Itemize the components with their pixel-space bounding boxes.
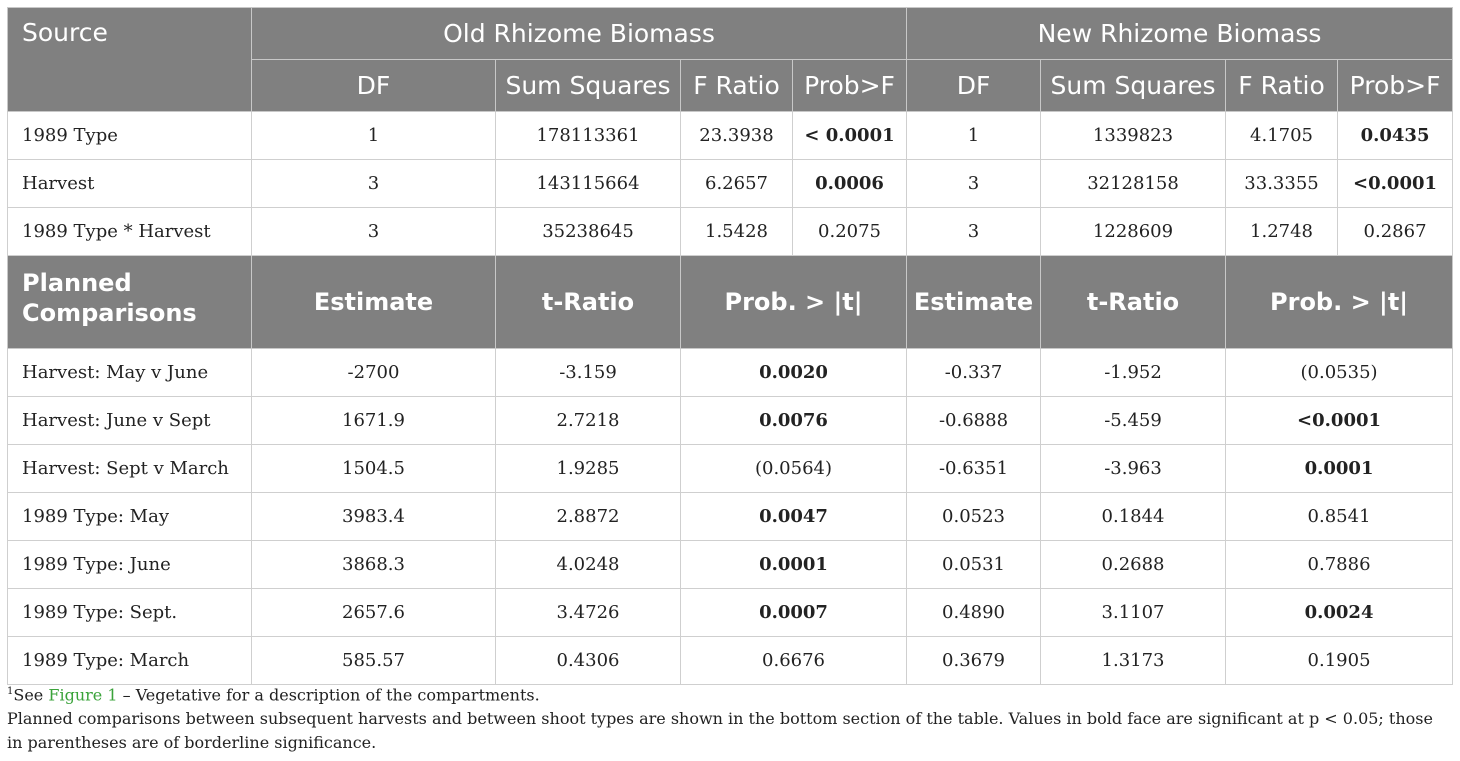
footnote-marker: 1 [7, 686, 14, 697]
cell: 0.6676 [681, 637, 907, 685]
col-header: F Ratio [681, 60, 793, 112]
cell-significant: <0.0001 [1338, 160, 1453, 208]
new-rhizome-header: New Rhizome Biomass [907, 8, 1453, 60]
cell: 585.57 [252, 637, 496, 685]
cell: 0.7886 [1226, 541, 1453, 589]
cell: 1504.5 [252, 445, 496, 493]
footnote-line-1 [7, 680, 1452, 707]
planned-label-line2: Comparisons [22, 299, 197, 327]
col-header: Estimate [252, 256, 496, 349]
row-label: 1989 Type: Sept. [8, 589, 252, 637]
cell: -3.159 [496, 349, 681, 397]
table-row [8, 637, 1453, 685]
cell-significant: 0.0435 [1338, 112, 1453, 160]
col-header: Sum Squares [496, 60, 681, 112]
row-label: 1989 Type: May [8, 493, 252, 541]
cell-significant: <0.0001 [1226, 397, 1453, 445]
table-row [8, 112, 1453, 160]
figure-1-link[interactable]: Figure 1 [48, 685, 118, 705]
col-header: DF [907, 60, 1041, 112]
cell: 0.1844 [1041, 493, 1226, 541]
table-row [8, 541, 1453, 589]
table-row [8, 349, 1453, 397]
cell: 3983.4 [252, 493, 496, 541]
cell: 0.2867 [1338, 208, 1453, 256]
row-label: Harvest: Sept v March [8, 445, 252, 493]
cell-significant: < 0.0001 [793, 112, 907, 160]
cell: 23.3938 [681, 112, 793, 160]
cell: 3 [907, 160, 1041, 208]
cell: -5.459 [1041, 397, 1226, 445]
cell: 6.2657 [681, 160, 793, 208]
table-row [8, 493, 1453, 541]
planned-header-row [8, 256, 1453, 349]
cell: 3868.3 [252, 541, 496, 589]
cell: 1.9285 [496, 445, 681, 493]
cell: 1 [907, 112, 1041, 160]
cell: -0.6351 [907, 445, 1041, 493]
cell: (0.0535) [1226, 349, 1453, 397]
table-row [8, 397, 1453, 445]
cell: 32128158 [1041, 160, 1226, 208]
col-header: Prob. > |t| [1226, 256, 1453, 349]
cell: 1.2748 [1226, 208, 1338, 256]
cell: 35238645 [496, 208, 681, 256]
row-label: 1989 Type [8, 112, 252, 160]
row-label: 1989 Type: March [8, 637, 252, 685]
cell: 0.0531 [907, 541, 1041, 589]
cell: 0.2688 [1041, 541, 1226, 589]
table-row [8, 445, 1453, 493]
col-header: Prob>F [793, 60, 907, 112]
cell: 2657.6 [252, 589, 496, 637]
cell: 4.0248 [496, 541, 681, 589]
col-header: F Ratio [1226, 60, 1338, 112]
cell: 1.3173 [1041, 637, 1226, 685]
cell: 0.4306 [496, 637, 681, 685]
cell-significant: 0.0020 [681, 349, 907, 397]
row-label: Harvest: June v Sept [8, 397, 252, 445]
source-header: Source [8, 8, 252, 112]
cell: -0.6888 [907, 397, 1041, 445]
cell: 1228609 [1041, 208, 1226, 256]
cell-significant: 0.0047 [681, 493, 907, 541]
cell-significant: 0.0001 [681, 541, 907, 589]
cell: (0.0564) [681, 445, 907, 493]
planned-comparisons-header [8, 256, 252, 349]
col-header: t-Ratio [496, 256, 681, 349]
cell: 3.4726 [496, 589, 681, 637]
old-rhizome-header: Old Rhizome Biomass [252, 8, 907, 60]
cell-significant: 0.0007 [681, 589, 907, 637]
cell-significant: 0.0024 [1226, 589, 1453, 637]
table-row [8, 589, 1453, 637]
cell: -0.337 [907, 349, 1041, 397]
planned-label-line1: Planned [22, 269, 132, 297]
cell: 0.8541 [1226, 493, 1453, 541]
col-header: Prob>F [1338, 60, 1453, 112]
row-label: 1989 Type * Harvest [8, 208, 252, 256]
footnote-rest: – Vegetative for a description of the compartments. [117, 685, 540, 705]
cell: -3.963 [1041, 445, 1226, 493]
row-label: 1989 Type: June [8, 541, 252, 589]
col-header: Sum Squares [1041, 60, 1226, 112]
cell: 3 [252, 160, 496, 208]
col-header: t-Ratio [1041, 256, 1226, 349]
cell: 1671.9 [252, 397, 496, 445]
cell: 2.7218 [496, 397, 681, 445]
row-label: Harvest [8, 160, 252, 208]
cell-significant: 0.0006 [793, 160, 907, 208]
cell: 3 [252, 208, 496, 256]
cell: 0.3679 [907, 637, 1041, 685]
table-row [8, 160, 1453, 208]
cell: 2.8872 [496, 493, 681, 541]
cell: 3.1107 [1041, 589, 1226, 637]
footnote-note: Planned comparisons between subsequent harvests and between shoot types are shown in the bottom section of the table. Values in bold face are significant at p < 0.05; those in parentheses are of borderline significance. [7, 709, 1433, 753]
cell: 33.3355 [1226, 160, 1338, 208]
cell: 0.0523 [907, 493, 1041, 541]
cell: 4.1705 [1226, 112, 1338, 160]
cell: 1339823 [1041, 112, 1226, 160]
cell: 0.2075 [793, 208, 907, 256]
cell-significant: 0.0076 [681, 397, 907, 445]
cell: 3 [907, 208, 1041, 256]
col-header: DF [252, 60, 496, 112]
col-header: Estimate [907, 256, 1041, 349]
cell: -2700 [252, 349, 496, 397]
cell: 1 [252, 112, 496, 160]
cell: -1.952 [1041, 349, 1226, 397]
cell: 1.5428 [681, 208, 793, 256]
footnote-see: See [13, 685, 49, 705]
cell: 178113361 [496, 112, 681, 160]
cell: 143115664 [496, 160, 681, 208]
cell-significant: 0.0001 [1226, 445, 1453, 493]
col-header: Prob. > |t| [681, 256, 907, 349]
anova-table [7, 7, 1453, 685]
row-label: Harvest: May v June [8, 349, 252, 397]
group-header-row [8, 8, 1453, 60]
table-footnote [7, 680, 1452, 755]
cell: 0.1905 [1226, 637, 1453, 685]
table-row [8, 208, 1453, 256]
cell: 0.4890 [907, 589, 1041, 637]
